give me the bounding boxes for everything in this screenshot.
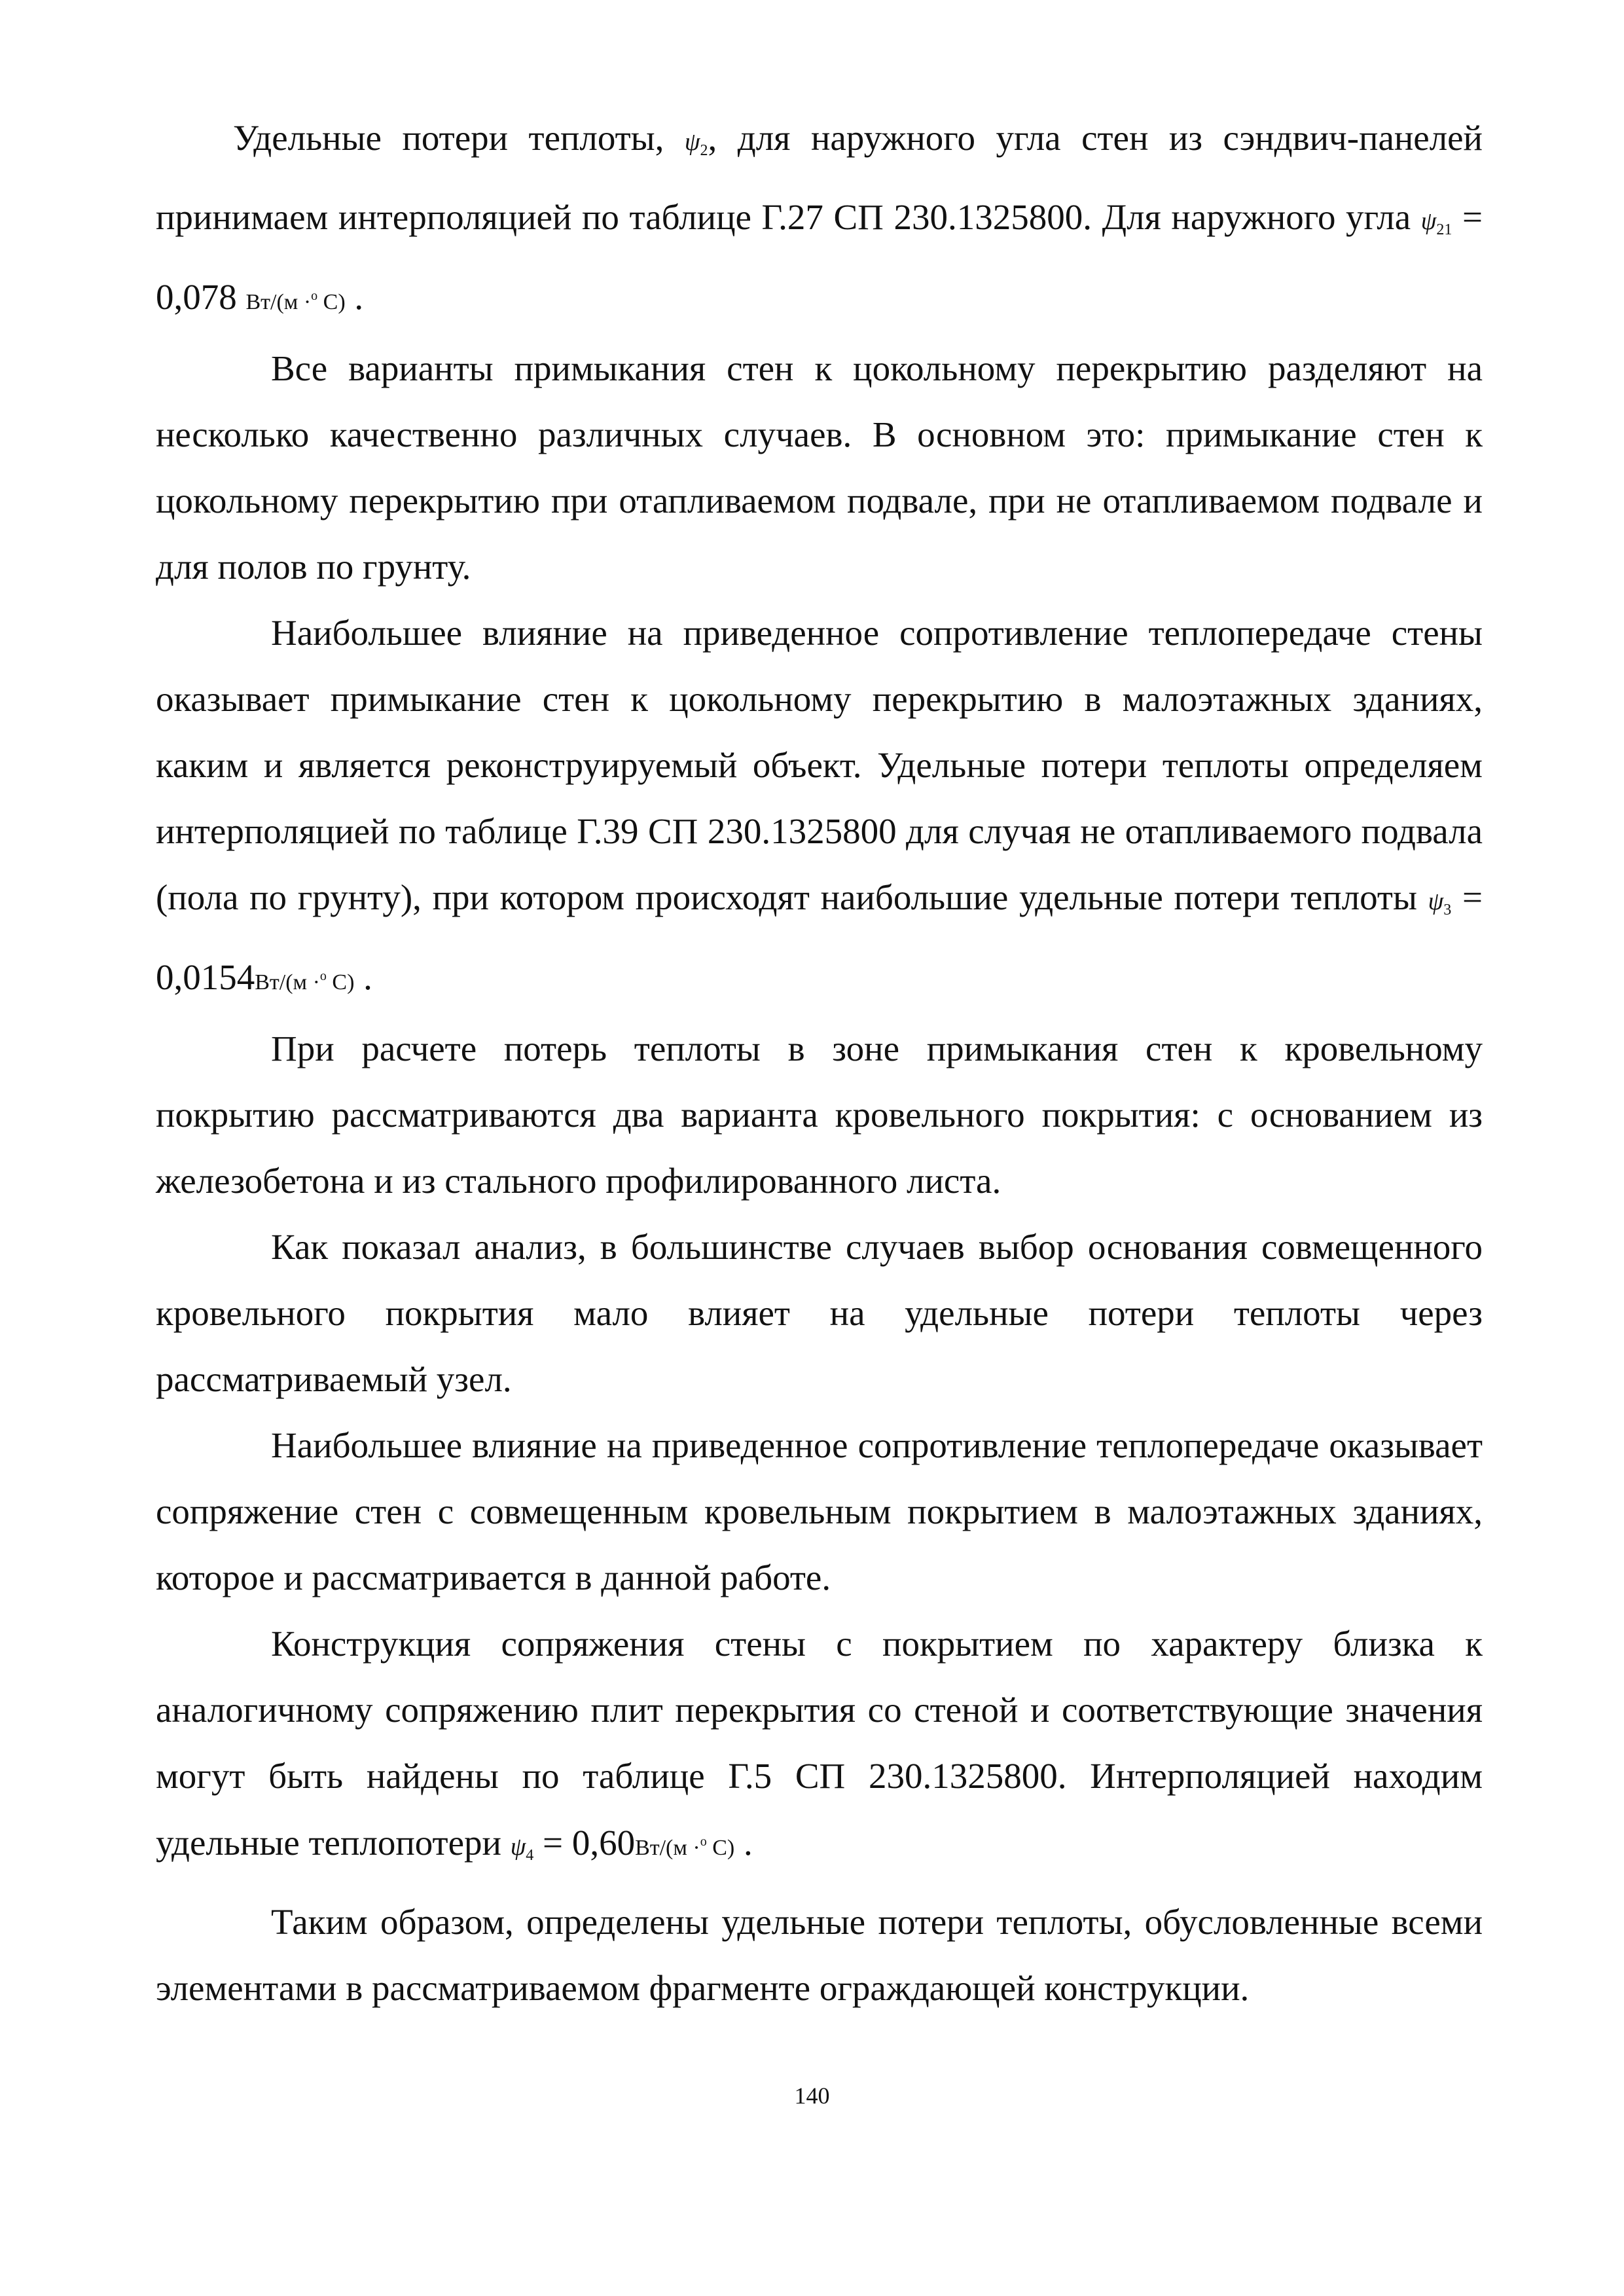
paragraph-5: Как показал анализ, в большинстве случаев выбор основания совмещенного кровельного покрытия мало влияет на удельные потери теплоты через рассматриваемый узел. [156,1227,1483,1399]
degree-sign: о [319,969,327,983]
page-number: 140 [794,2083,830,2109]
unit-dot: · [687,1836,700,1860]
sentence-end: . [354,957,372,997]
paragraph-2: Все варианты примыкания стен к цокольному перекрытию разделяют на несколько качественно различных случаев. В основном это: примыкание стен к цокольному перекрытию при отапливаемом подвале, при не отапливаемом подвале и для полов по грунту. [156,348,1483,587]
psi-symbol: ψ [684,128,700,156]
paragraph-3 [156,600,1483,1015]
unit-text: С) [706,1836,735,1860]
psi-value: = 0,60 [533,1823,636,1863]
psi-subscript: 4 [526,1847,534,1864]
psi-symbol: ψ [510,1833,526,1861]
psi-symbol: ψ [1428,888,1444,915]
document-body [156,105,1483,2021]
psi-symbol: ψ [1420,208,1437,235]
unit-text: С) [317,290,346,314]
psi-subscript: 2 [700,142,708,159]
unit-dot: · [307,970,320,994]
paragraph-8: Таким образом, определены удельные потери теплоты, обусловленные всеми элементами в рассматриваемом фрагменте ограждающей конструкции. [156,1902,1483,2008]
unit-text: С) [326,970,355,994]
psi-subscript: 21 [1436,221,1453,238]
unit-text: Вт/(м [635,1836,687,1860]
paragraph-7-text: Конструкция сопряжения стены с покрытием по характеру близка к аналогичному сопряжению плит перекрытия со стеной и соответствующие значения могут быть найдены по таблице Г.5 СП 230.1325800. Интерполяцией находим удельные теплопотери [156,1624,1483,1863]
sentence-end: . [345,277,364,317]
paragraph-3-text: Наибольшее влияние на приведенное сопротивление теплопередаче стены оказывает примыкание стен к цокольному перекрытию в малоэтажных зданиях, каким и является реконструируемый объект. Удельные потери теплоты определяем интерполяцией по таблице Г.39 СП 230.1325800 для случая не отапливаемого подвала (пола по грунту), при котором происходят наибольшие удельные потери теплоты [156,613,1483,917]
degree-sign: о [311,289,318,303]
paragraph-1 [156,105,1483,335]
paragraph-1-text-start: Удельные потери теплоты, [233,118,685,158]
sentence-end: . [734,1823,753,1863]
degree-sign: о [700,1834,707,1849]
psi-subscript: 3 [1443,902,1452,919]
psi-value: = 0,078 [156,197,1483,317]
paragraph-7 [156,1611,1483,1889]
psi-value: = 0,0154 [156,877,1483,997]
paragraph-1-text-middle: , для наружного угла стен из сэндвич-панелей принимаем интерполяцией по таблице Г.27 СП 230.1325800. Для наружного угла [156,118,1483,237]
paragraph-4: При расчете потерь теплоты в зоне примыкания стен к кровельному покрытию рассматриваются два варианта кровельного покрытия: с основанием из железобетона и из стального профилированного листа. [156,1029,1483,1201]
unit-text: Вт/(м [255,970,308,994]
paragraph-6: Наибольшее влияние на приведенное сопротивление теплопередаче оказывает сопряжение стен с совмещенным кровельным покрытием в малоэтажных зданиях, которое и рассматривается в данной работе. [156,1425,1483,1597]
unit-text: Вт/(м [245,290,298,314]
unit-dot: · [298,290,312,314]
